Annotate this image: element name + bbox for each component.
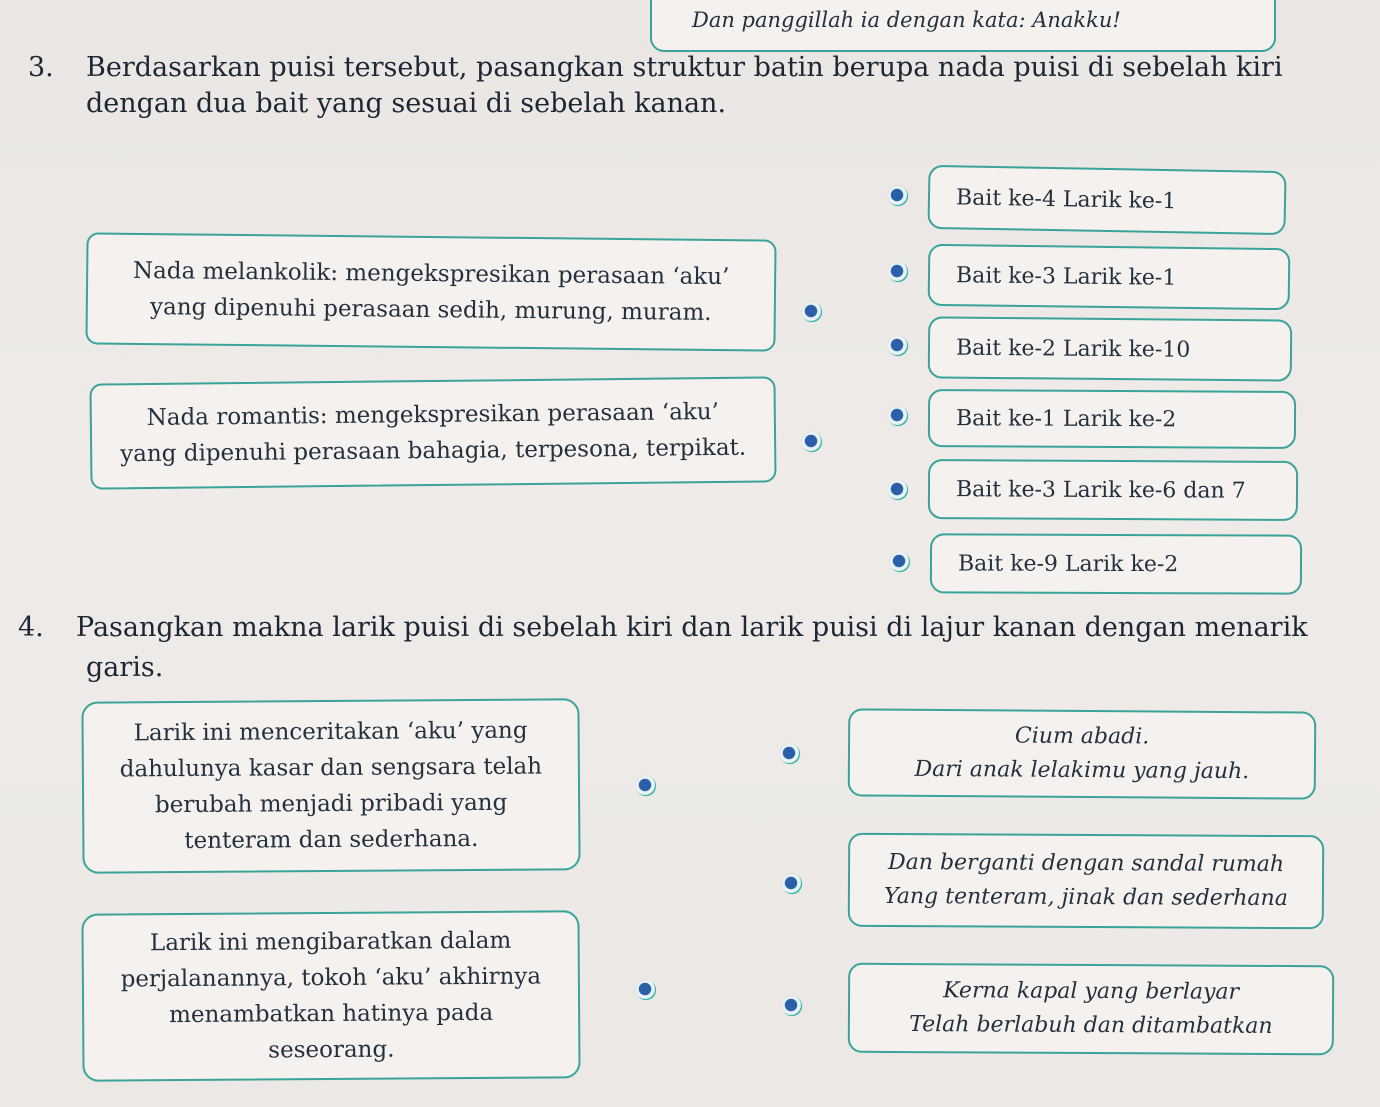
q3-right-option-6[interactable] — [930, 533, 1302, 594]
q4-left-1-line-2: dahulunya kasar dan sengsara telah — [119, 753, 543, 783]
q3-left-melankolik[interactable] — [85, 232, 776, 351]
q4-right-1-line-1: Cium abadi. — [1014, 723, 1150, 750]
q3-right-option-2[interactable] — [928, 244, 1291, 310]
q4-right-2-connector-dot[interactable] — [782, 874, 802, 894]
q3-left-romantis[interactable] — [89, 376, 776, 489]
question-3 — [28, 50, 1328, 122]
q4-right-1-connector-dot[interactable] — [780, 744, 800, 764]
question-3-text: Berdasarkan puisi tersebut, pasangkan struktur batin berupa nada puisi di sebelah kiri dengan dua bait yang sesuai di sebelah kanan. — [86, 52, 1283, 119]
q3-right-3-connector-dot[interactable] — [888, 336, 908, 356]
q4-left-1-line-3: berubah menjadi pribadi yang — [154, 789, 508, 819]
q4-right-3-connector-dot[interactable] — [782, 996, 802, 1016]
q4-right-option-3[interactable] — [848, 963, 1334, 1056]
q4-left-2-connector-dot[interactable] — [636, 980, 656, 1000]
q3-left-2-line-1: Nada romantis: mengekspresikan perasaan ‘aku’ — [146, 399, 720, 431]
q3-right-6-connector-dot[interactable] — [890, 552, 910, 572]
q3-left-1-line-2b: yang dipenuhi perasaan sedih, murung, muram. — [149, 294, 712, 326]
q4-left-1-line-4: tenteram dan sederhana. — [184, 825, 479, 855]
q3-right-option-5[interactable] — [928, 459, 1298, 521]
q3-right-option-3-label: Bait ke-2 Larik ke-10 — [955, 335, 1191, 363]
q4-right-option-1[interactable] — [848, 708, 1317, 799]
q3-right-option-1-label: Bait ke-4 Larik ke-1 — [955, 184, 1177, 214]
q4-left-1-connector-dot[interactable] — [636, 776, 656, 796]
question-4-text-line-1: Pasangkan makna larik puisi di sebelah kiri dan larik puisi di lajur kanan dengan menarik — [76, 612, 1308, 643]
q3-right-option-5-label: Bait ke-3 Larik ke-6 dan 7 — [955, 476, 1246, 504]
q4-right-2-line-2: Yang tenteram, jinak dan sederhana — [883, 883, 1288, 912]
previous-answer-box — [650, 0, 1276, 52]
q4-right-1-line-2: Dari anak lelakimu yang jauh. — [914, 756, 1250, 785]
question-4 — [18, 610, 1348, 686]
previous-answer-text: Dan panggillah ia dengan kata: Anakku! — [692, 8, 1121, 32]
q4-right-2-line-1: Dan berganti dengan sandal rumah — [887, 849, 1285, 878]
q3-left-1-connector-dot[interactable] — [802, 302, 822, 322]
q3-right-option-6-label: Bait ke-9 Larik ke-2 — [957, 550, 1179, 577]
q3-right-option-2-label: Bait ke-3 Larik ke-1 — [955, 262, 1177, 291]
q4-left-1-line-1: Larik ini menceritakan ‘aku’ yang — [133, 717, 528, 747]
q3-right-2-connector-dot[interactable] — [888, 262, 908, 282]
q3-right-1-connector-dot[interactable] — [888, 186, 908, 206]
q3-left-2-connector-dot[interactable] — [802, 432, 822, 452]
q4-left-meaning-2[interactable] — [81, 910, 580, 1081]
question-4-number: 4. — [18, 612, 44, 643]
q3-left-2-line-2: yang dipenuhi perasaan bahagia, terpesona, terpikat. — [120, 434, 747, 468]
q3-right-option-4-label: Bait ke-1 Larik ke-2 — [955, 405, 1177, 432]
q4-right-3-line-2: Telah berlabuh dan ditambatkan — [909, 1012, 1273, 1039]
q4-left-2-line-4: seseorang. — [268, 1036, 395, 1064]
q3-right-4-connector-dot[interactable] — [888, 406, 908, 426]
q3-right-5-connector-dot[interactable] — [888, 480, 908, 500]
q4-left-meaning-1[interactable] — [81, 698, 580, 873]
question-3-number: 3. — [28, 52, 54, 83]
q4-left-2-line-1: Larik ini mengibaratkan dalam — [149, 927, 512, 957]
q3-right-option-1[interactable] — [927, 165, 1286, 235]
q4-left-2-line-2: perjalanannya, tokoh ‘aku’ akhirnya — [120, 963, 542, 993]
q3-right-option-3[interactable] — [928, 316, 1293, 381]
question-4-text-line-2: garis. — [86, 652, 164, 683]
q3-right-option-4[interactable] — [928, 389, 1296, 449]
q3-left-1-line-1: Nada melankolik: mengekspresikan perasaan ‘aku’ — [132, 257, 730, 291]
q4-left-2-line-3: menambatkan hatinya pada — [169, 999, 494, 1029]
q4-right-3-line-1: Kerna kapal yang berlayar — [943, 978, 1240, 1005]
q4-right-option-2[interactable] — [848, 833, 1324, 929]
